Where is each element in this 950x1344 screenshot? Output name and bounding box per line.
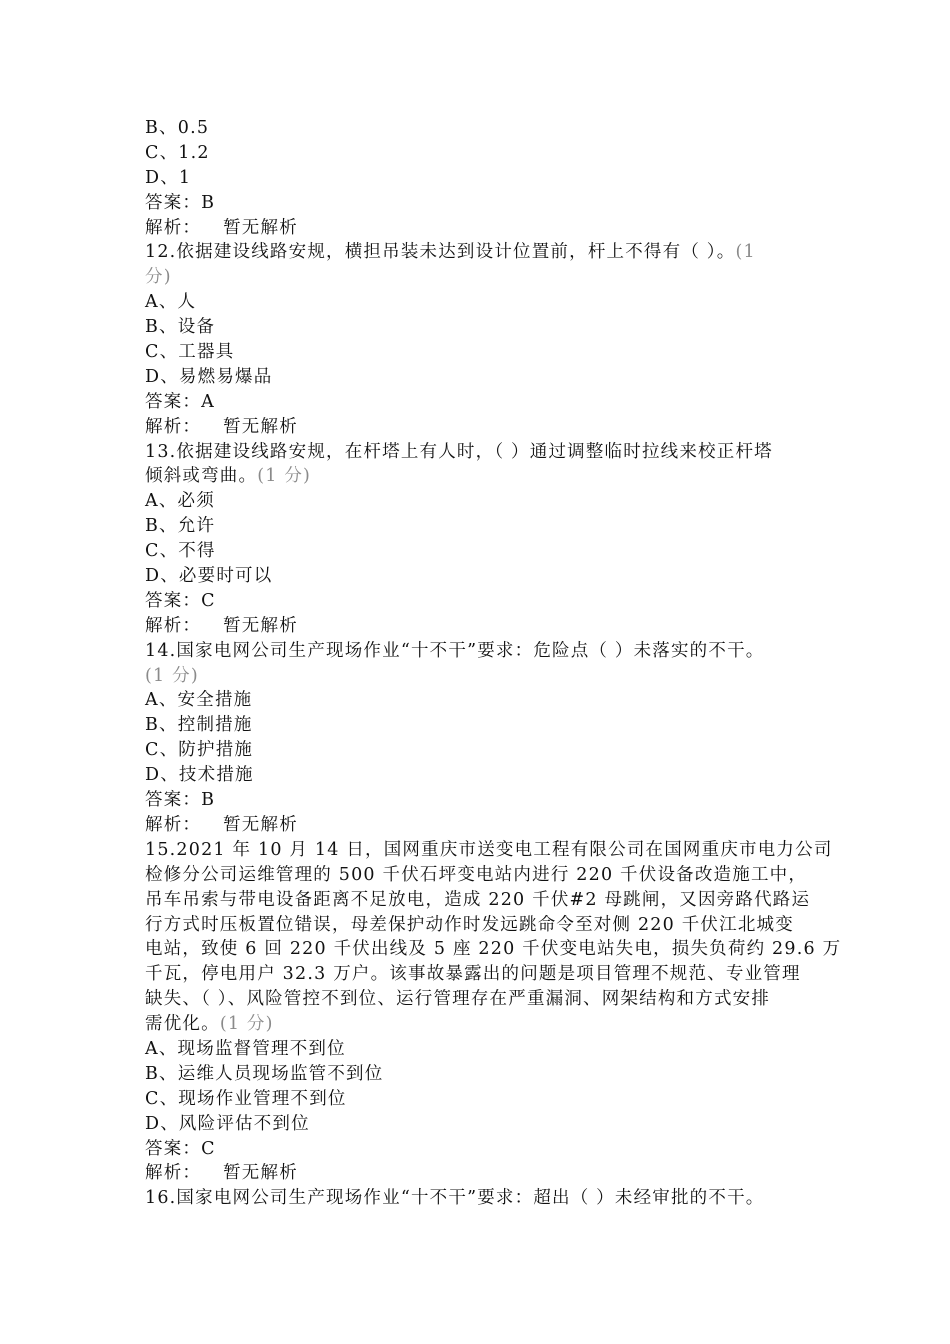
q14-answer: 答案：B (145, 790, 216, 811)
q15-option-b: B、运维人员现场监管不到位 (145, 1063, 384, 1084)
q11-answer: 答案：B (145, 192, 216, 213)
q13-option-b: B、允许 (145, 516, 216, 537)
q12-option-d: D、易燃易爆品 (145, 366, 273, 387)
analysis-text: 暂无解析 (223, 416, 298, 437)
q15-score: (1 分) (219, 1014, 274, 1035)
q12-option-c: C、工器具 (145, 342, 235, 363)
q13-stem-line2 (145, 464, 810, 489)
q11-analysis (145, 216, 810, 241)
q12-option-a: A、人 (145, 292, 197, 313)
q15-stem-line: 千瓦，停电用户 32.3 万户。该事故暴露出的问题是项目管理不规范、专业管理 (145, 964, 801, 985)
q12-answer: 答案：A (145, 391, 215, 412)
q13-answer: 答案：C (145, 590, 216, 611)
q14-option-d: D、技术措施 (145, 765, 254, 786)
q13-analysis (145, 614, 810, 639)
q15-analysis (145, 1161, 810, 1186)
analysis-text: 暂无解析 (223, 1163, 298, 1184)
q14-option-a: A、安全措施 (145, 690, 253, 711)
q14-option-c: C、防护措施 (145, 740, 254, 761)
analysis-label: 解析： (145, 416, 202, 437)
analysis-text: 暂无解析 (223, 217, 298, 238)
q12-option-b: B、设备 (145, 317, 216, 338)
q15-stem-line: 吊车吊索与带电设备距离不足放电，造成 220 千伏#2 母跳闸，又因旁路代路运 (145, 889, 811, 910)
q15-answer: 答案：C (145, 1138, 216, 1159)
q11-option-c: C、1.2 (145, 142, 210, 163)
q15-stem-line: 检修分公司运维管理的 500 千伏石坪变电站内进行 220 千伏设备改造施工中， (145, 864, 808, 885)
analysis-label: 解析： (145, 615, 202, 636)
q13-score: (1 分) (257, 466, 312, 487)
q11-option-d: D、1 (145, 167, 192, 188)
q15-option-c: C、现场作业管理不到位 (145, 1088, 347, 1109)
q14-option-b: B、控制措施 (145, 715, 253, 736)
q12-stem (145, 240, 810, 265)
q13-option-c: C、不得 (145, 541, 216, 562)
q15-stem-line: 缺失、（ ）、风险管控不到位、运行管理存在严重漏洞、网架结构和方式安排 (145, 989, 771, 1010)
q12-analysis (145, 415, 810, 440)
q14-score: (1 分) (145, 665, 199, 686)
q15-stem-text: 需优化。 (145, 1014, 220, 1035)
q16-stem: 16.国家电网公司生产现场作业“十不干”要求：超出（ ）未经审批的不干。 (145, 1188, 765, 1209)
q12-stem-text: 12.依据建设线路安规，横担吊装未达到设计位置前，杆上不得有（ ）。 (145, 242, 736, 263)
q13-stem-line1: 13.依据建设线路安规，在杆塔上有人时，（ ）通过调整临时拉线来校正杆塔 (145, 441, 773, 462)
analysis-text: 暂无解析 (223, 814, 298, 835)
document-content (145, 116, 842, 1211)
analysis-label: 解析： (145, 814, 202, 835)
q14-stem: 14.国家电网公司生产现场作业“十不干”要求：危险点（ ）未落实的不干。 (145, 640, 765, 661)
q13-option-a: A、必须 (145, 491, 215, 512)
q15-stem-line: 电站，致使 6 回 220 千伏出线及 5 座 220 千伏变电站失电，损失负荷约 29.6 万 (145, 939, 842, 960)
q15-stem-last (145, 1012, 810, 1037)
q15-option-a: A、现场监督管理不到位 (145, 1038, 346, 1059)
q15-stem-line: 行方式时压板置位错误，母差保护动作时发远跳命令至对侧 220 千伏江北城变 (145, 914, 794, 935)
analysis-label: 解析： (145, 1163, 202, 1184)
q13-option-d: D、必要时可以 (145, 566, 273, 587)
q12-score-part1: (1 (735, 242, 756, 263)
q12-score-part2: 分) (145, 267, 172, 288)
q15-option-d: D、风险评估不到位 (145, 1113, 310, 1134)
q15-stem-line: 15.2021 年 10 月 14 日，国网重庆市送变电工程有限公司在国网重庆市电力公司 (145, 839, 833, 860)
analysis-label: 解析： (145, 217, 202, 238)
q13-stem-text: 倾斜或弯曲。 (145, 466, 258, 487)
q11-option-b: B、0.5 (145, 118, 210, 138)
analysis-text: 暂无解析 (223, 615, 298, 636)
q14-analysis (145, 813, 810, 838)
